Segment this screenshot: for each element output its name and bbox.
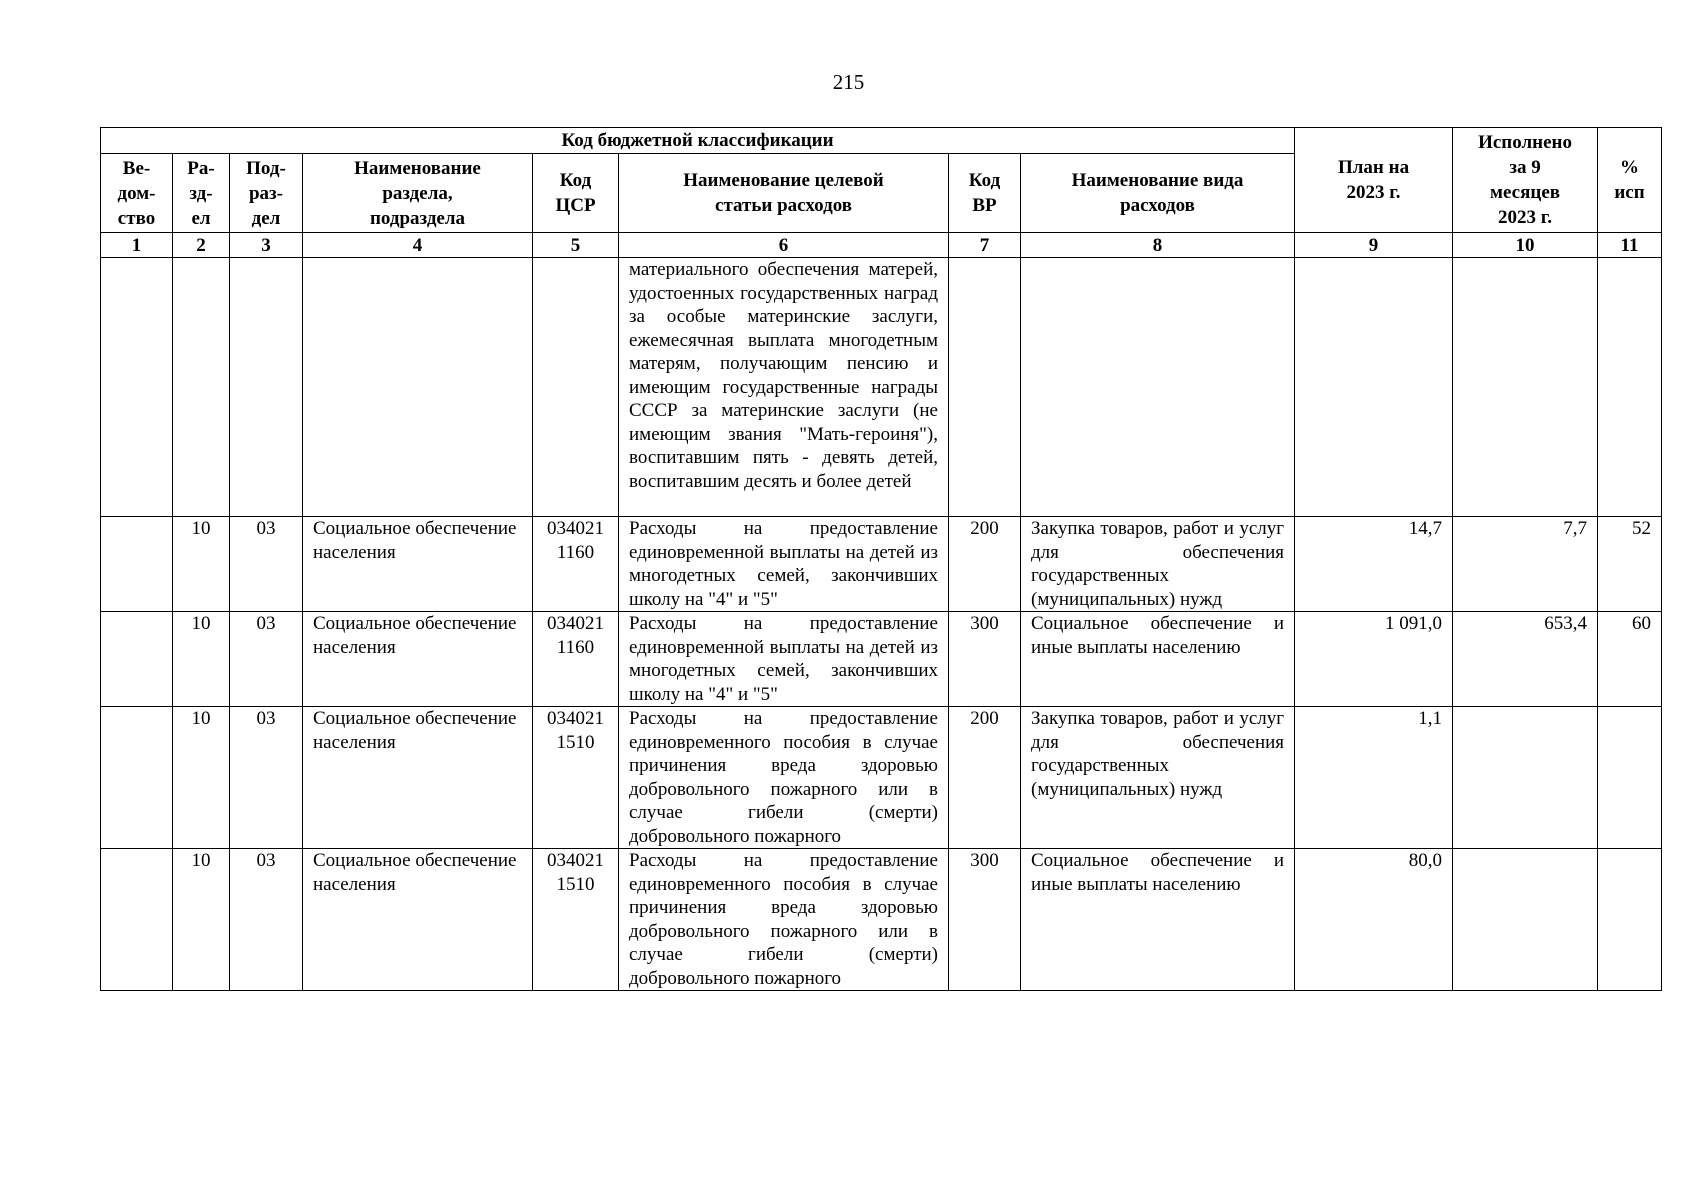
cell-executed xyxy=(1453,258,1598,517)
cell-expense-type xyxy=(1021,258,1295,517)
col-header-executed: Исполнено за 9 месяцев 2023 г. xyxy=(1453,128,1598,233)
cell-executed xyxy=(1453,849,1598,991)
cell-plan xyxy=(1295,258,1453,517)
col-number: 8 xyxy=(1021,233,1295,258)
cell-podrazdel: 03 xyxy=(230,612,303,707)
cell-podrazdel xyxy=(230,258,303,517)
col-header-ved: Ве- дом- ство xyxy=(101,154,173,233)
cell-razdel: 10 xyxy=(173,707,230,849)
cell-plan: 1 091,0 xyxy=(1295,612,1453,707)
col-number: 10 xyxy=(1453,233,1598,258)
table-row xyxy=(101,707,1662,849)
page-number: 215 xyxy=(832,70,865,94)
col-number: 3 xyxy=(230,233,303,258)
col-header-vr: Код ВР xyxy=(949,154,1021,233)
cell-target-name: Расходы на предоставление единовременного пособия в случае причинения вреда здоровью добровольного пожарного или в случае гибели (смерти) добровольного пожарного xyxy=(619,849,949,991)
cell-percent: 60 xyxy=(1598,612,1662,707)
col-header-podrazdel: Под- раз- дел xyxy=(230,154,303,233)
cell-expense-type: Закупка товаров, работ и услуг для обеспечения государственных (муниципальных) нужд xyxy=(1021,517,1295,612)
col-number: 4 xyxy=(303,233,533,258)
cell-vr: 300 xyxy=(949,612,1021,707)
col-header-plan: План на 2023 г. xyxy=(1295,128,1453,233)
cell-section-name: Социальное обеспечение населения xyxy=(303,849,533,991)
cell-section-name: Социальное обеспечение населения xyxy=(303,707,533,849)
cell-executed xyxy=(1453,707,1598,849)
col-number: 2 xyxy=(173,233,230,258)
cell-ved xyxy=(101,258,173,517)
col-header-target-name: Наименование целевой статьи расходов xyxy=(619,154,949,233)
cell-percent xyxy=(1598,258,1662,517)
col-number: 1 xyxy=(101,233,173,258)
col-header-expense-type: Наименование вида расходов xyxy=(1021,154,1295,233)
table-row xyxy=(101,612,1662,707)
col-header-csr: Код ЦСР xyxy=(533,154,619,233)
cell-section-name: Социальное обеспечение населения xyxy=(303,517,533,612)
cell-target-name: Расходы на предоставление единовременной выплаты на детей из многодетных семей, закончивших школу на "4" и "5" xyxy=(619,612,949,707)
col-number: 9 xyxy=(1295,233,1453,258)
cell-expense-type: Социальное обеспечение и иные выплаты населению xyxy=(1021,849,1295,991)
cell-section-name xyxy=(303,258,533,517)
budget-table xyxy=(100,127,1662,991)
cell-section-name: Социальное обеспечение населения xyxy=(303,612,533,707)
cell-csr: 034021 1510 xyxy=(533,707,619,849)
cell-vr: 300 xyxy=(949,849,1021,991)
cell-expense-type: Закупка товаров, работ и услуг для обеспечения государственных (муниципальных) нужд xyxy=(1021,707,1295,849)
cell-target-name: материального обеспечения матерей, удостоенных государственных наград за особые материнские заслуги, ежемесячная выплата многодетным матерям, получающим пенсию и имеющим государственные награды СССР за материнские заслуги (не имеющим звания "Мать-героиня"), воспитавшим пять - девять детей, воспитавшим десять и более детей xyxy=(619,258,949,517)
cell-plan: 14,7 xyxy=(1295,517,1453,612)
cell-executed: 653,4 xyxy=(1453,612,1598,707)
cell-plan: 1,1 xyxy=(1295,707,1453,849)
cell-ved xyxy=(101,612,173,707)
cell-percent xyxy=(1598,707,1662,849)
col-header-razdel: Ра- зд- ел xyxy=(173,154,230,233)
cell-target-name: Расходы на предоставление единовременного пособия в случае причинения вреда здоровью добровольного пожарного или в случае гибели (смерти) добровольного пожарного xyxy=(619,707,949,849)
cell-percent xyxy=(1598,849,1662,991)
col-header-section-name: Наименование раздела, подраздела xyxy=(303,154,533,233)
cell-csr xyxy=(533,258,619,517)
cell-csr: 034021 1510 xyxy=(533,849,619,991)
cell-podrazdel: 03 xyxy=(230,707,303,849)
cell-vr: 200 xyxy=(949,517,1021,612)
cell-percent: 52 xyxy=(1598,517,1662,612)
cell-razdel: 10 xyxy=(173,612,230,707)
cell-executed: 7,7 xyxy=(1453,517,1598,612)
col-number: 5 xyxy=(533,233,619,258)
table-row xyxy=(101,849,1662,991)
budget-classification-header: Код бюджетной классификации xyxy=(101,128,1295,154)
cell-ved xyxy=(101,849,173,991)
cell-target-name: Расходы на предоставление единовременной выплаты на детей из многодетных семей, закончивших школу на "4" и "5" xyxy=(619,517,949,612)
cell-expense-type: Социальное обеспечение и иные выплаты населению xyxy=(1021,612,1295,707)
cell-plan: 80,0 xyxy=(1295,849,1453,991)
column-numbers-row xyxy=(101,233,1662,258)
cell-ved xyxy=(101,517,173,612)
cell-ved xyxy=(101,707,173,849)
col-header-percent: % исп xyxy=(1598,128,1662,233)
cell-csr: 034021 1160 xyxy=(533,612,619,707)
cell-podrazdel: 03 xyxy=(230,517,303,612)
cell-csr: 034021 1160 xyxy=(533,517,619,612)
col-number: 11 xyxy=(1598,233,1662,258)
table-row xyxy=(101,517,1662,612)
cell-vr xyxy=(949,258,1021,517)
cell-razdel: 10 xyxy=(173,517,230,612)
cell-razdel xyxy=(173,258,230,517)
col-number: 6 xyxy=(619,233,949,258)
cell-vr: 200 xyxy=(949,707,1021,849)
cell-razdel: 10 xyxy=(173,849,230,991)
cell-podrazdel: 03 xyxy=(230,849,303,991)
table-row xyxy=(101,258,1662,517)
col-number: 7 xyxy=(949,233,1021,258)
